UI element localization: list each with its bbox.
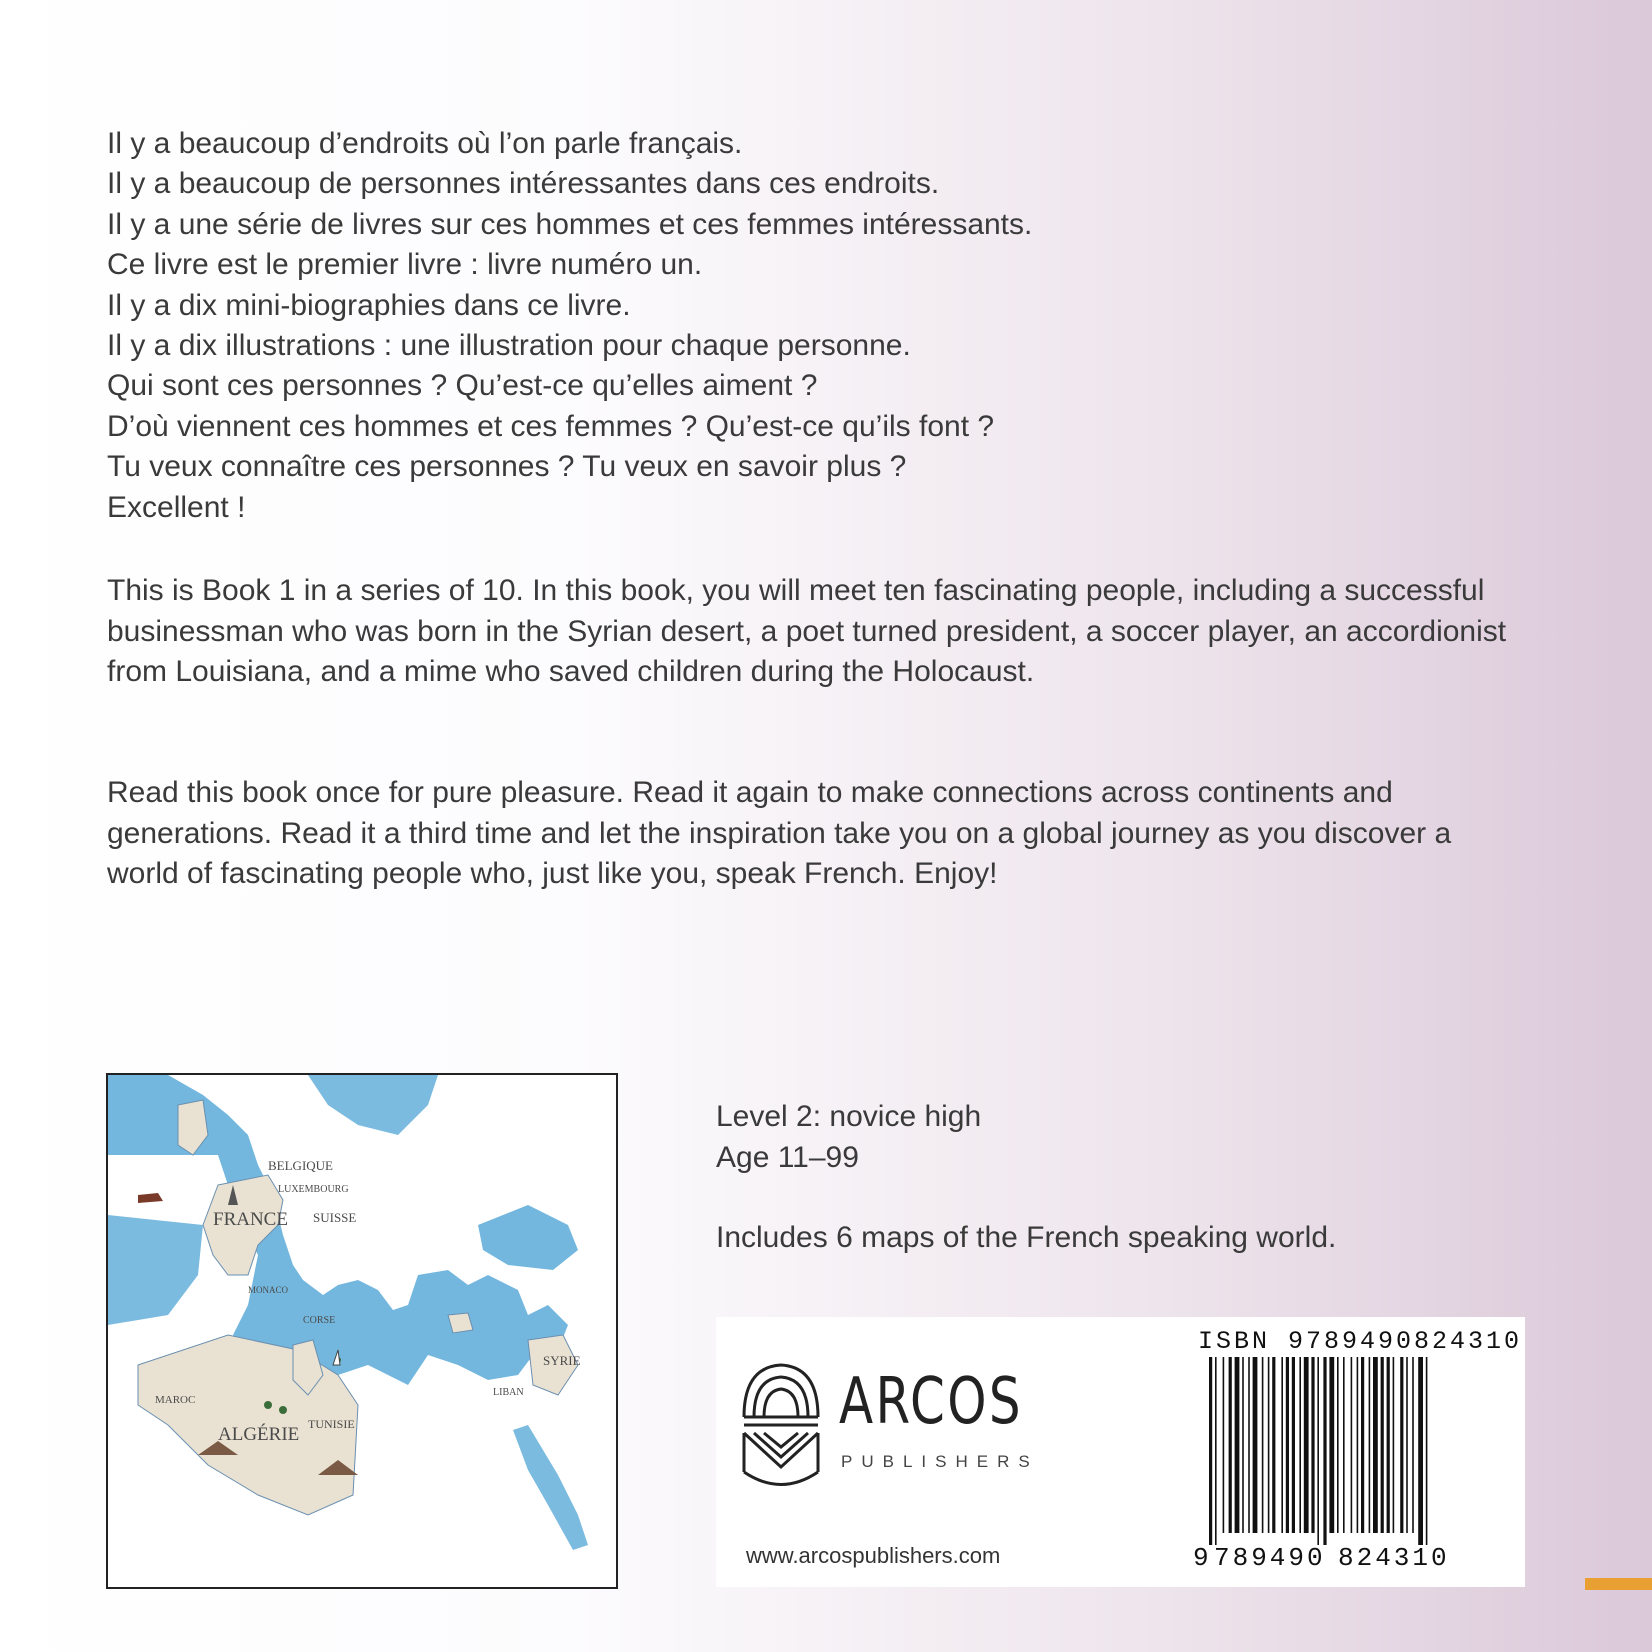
french-line: Tu veux connaître ces personnes ? Tu veux en savoir plus ? <box>107 450 907 484</box>
french-line: Qui sont ces personnes ? Qu’est-ce qu’elles aiment ? <box>107 369 818 403</box>
map-label-corse: CORSE <box>303 1315 336 1326</box>
publisher-panel <box>716 1317 1525 1587</box>
maps-note: Includes 6 maps of the French speaking world. <box>716 1221 1337 1254</box>
map-label-algerie: ALGÉRIE <box>218 1424 300 1445</box>
age-text: Age 11–99 <box>716 1140 859 1174</box>
map-label-tunisie: TUNISIE <box>308 1417 355 1431</box>
english-paragraph-series: This is Book 1 in a series of 10. In this book, you will meet ten fascinating people, including a successful businessman who was born in the Syrian desert, a poet turned president, a soccer player, an accordionist from Louisiana, and a mime who saved children during the Holocaust. <box>107 574 1507 688</box>
arcos-logo-icon <box>736 1347 826 1502</box>
french-line: Ce livre est le premier livre : livre numéro un. <box>107 248 703 282</box>
map-label-suisse: SUISSE <box>313 1210 357 1225</box>
map-label-syrie: SYRIE <box>543 1353 581 1368</box>
map-label-maroc: MAROC <box>155 1394 196 1406</box>
barcode-icon <box>1209 1357 1459 1545</box>
map-label-monaco: MONACO <box>248 1285 289 1295</box>
level-text: Level 2: novice high <box>716 1100 982 1133</box>
barcode-first-digit: 9 <box>1193 1543 1212 1573</box>
map-label-liban: LIBAN <box>493 1387 524 1398</box>
french-line: Excellent ! <box>107 490 246 524</box>
french-line: D’où viennent ces hommes et ces femmes ? Qu’est-ce qu’ils font ? <box>107 409 995 443</box>
map-illustration <box>106 1073 618 1589</box>
map-label-luxembourg: LUXEMBOURG <box>278 1184 349 1195</box>
barcode-group-1: 789490 <box>1214 1543 1326 1573</box>
french-line: Il y a dix mini-biographies dans ce livre. <box>107 288 631 322</box>
orange-accent-bar <box>1585 1578 1652 1590</box>
barcode-group-2: 824310 <box>1338 1543 1450 1573</box>
french-line: Il y a dix illustrations : une illustration pour chaque personne. <box>107 329 911 363</box>
book-info <box>716 1097 1336 1259</box>
french-line: Il y a beaucoup de personnes intéressantes dans ces endroits. <box>107 167 940 201</box>
english-paragraph-read: Read this book once for pure pleasure. Read it again to make connections across continents and generations. Read it a third time and let the inspiration take you on a global journey as you discover a world of fascinating people who, just like you, speak French. Enjoy! <box>107 776 1452 890</box>
publisher-name: ARCOS <box>839 1365 1023 1439</box>
french-line: Il y a une série de livres sur ces hommes et ces femmes intéressants. <box>107 207 1033 241</box>
isbn-label: ISBN 9789490824310 <box>1198 1327 1523 1356</box>
french-blurb <box>107 124 1032 528</box>
map-label-france: FRANCE <box>213 1209 288 1230</box>
publisher-url: www.arcospublishers.com <box>746 1543 1001 1568</box>
french-line: Il y a beaucoup d’endroits où l’on parle français. <box>107 127 743 160</box>
map-label-belgique: BELGIQUE <box>268 1158 333 1173</box>
publisher-subtitle: PUBLISHERS <box>841 1452 1039 1471</box>
